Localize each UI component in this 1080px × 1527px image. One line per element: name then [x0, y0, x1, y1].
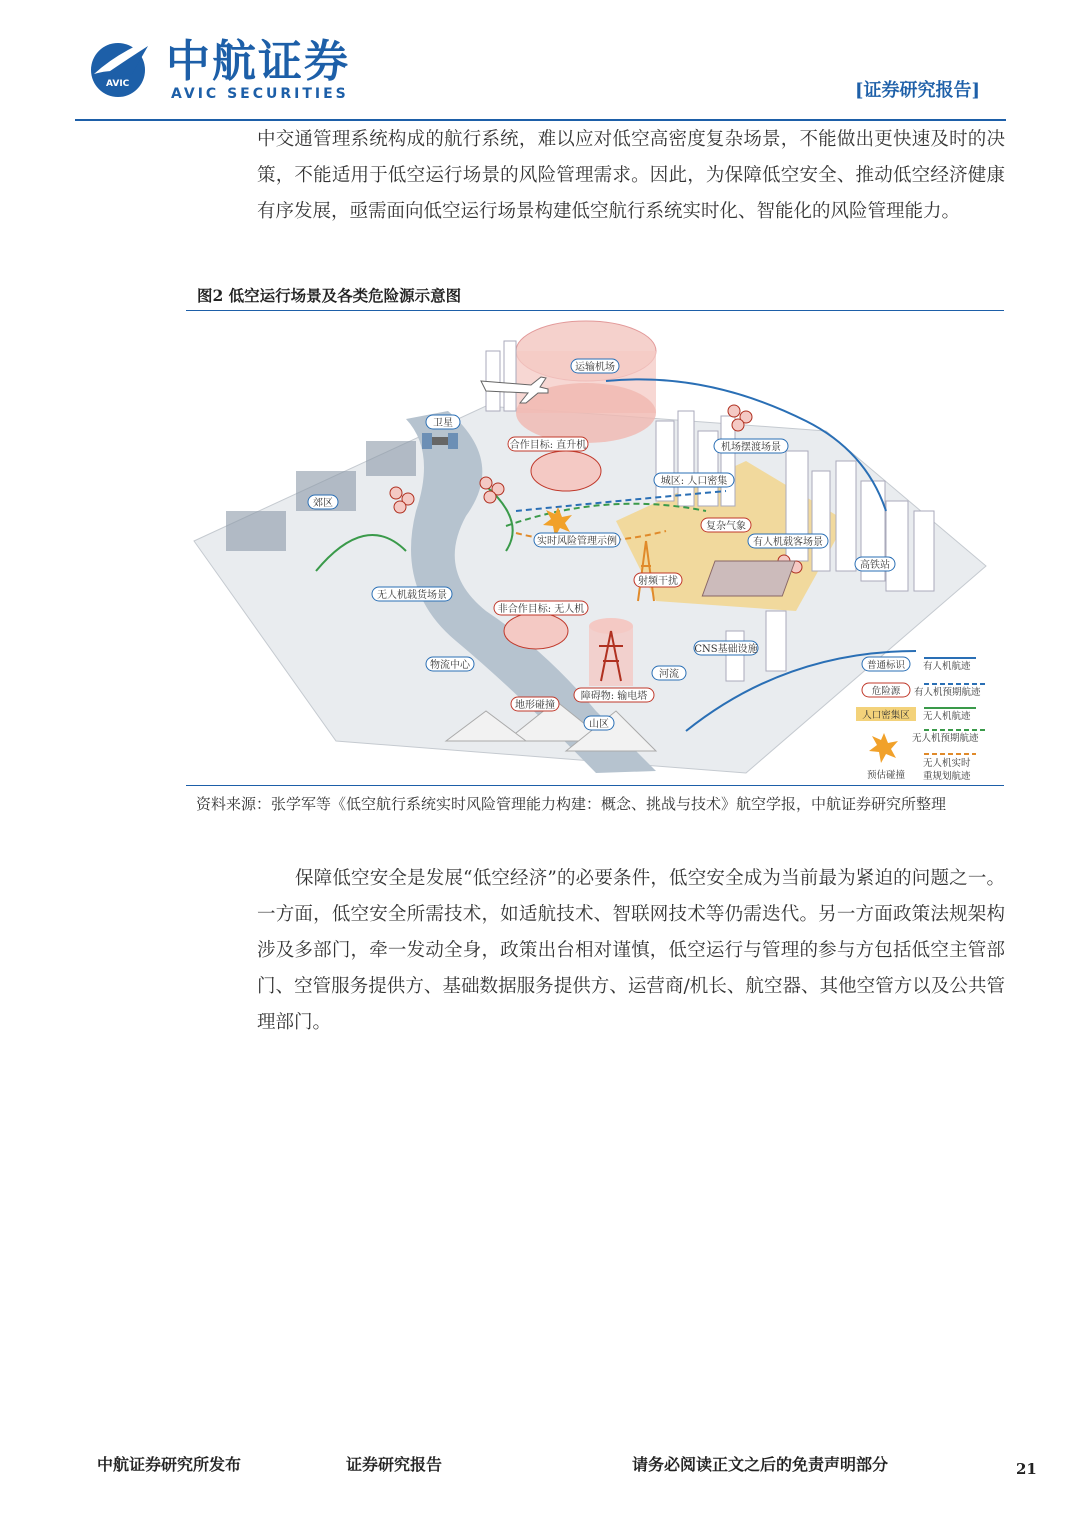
legend-dense-area: 人口密集区: [862, 710, 910, 721]
svg-text:合作目标: 直升机: 合作目标: 直升机: [509, 440, 587, 451]
svg-text:郊区: 郊区: [313, 498, 333, 509]
svg-text:地形碰撞: 地形碰撞: [515, 700, 555, 711]
logo-mark-text: AVIC: [106, 79, 130, 89]
legend-collision-warning: 预估碰撞: [866, 770, 906, 781]
label-manned-passenger: [748, 534, 828, 548]
legend-uav-track: 无人机航迹: [923, 711, 971, 722]
label-city-area: [654, 473, 734, 487]
svg-text:射频干扰: 射频干扰: [638, 576, 678, 587]
svg-text:有人机载客场景: 有人机载客场景: [753, 537, 823, 548]
svg-text:山区: 山区: [589, 719, 609, 730]
svg-text:物流中心: 物流中心: [430, 660, 470, 671]
legend-uav-planned: 无人机预期航迹: [912, 733, 979, 744]
svg-text:机场摆渡场景: 机场摆渡场景: [721, 442, 781, 453]
svg-text:城区: 人口密集: 城区: 人口密集: [660, 476, 728, 487]
svg-text:CNS基础设施: CNS基础设施: [694, 644, 758, 655]
legend-uav-replan-line2: 重规划航迹: [923, 771, 971, 782]
label-rf-interference: [634, 573, 682, 587]
svg-text:障碍物: 输电塔: 障碍物: 输电塔: [580, 691, 648, 702]
figure-title: 图2 低空运行场景及各类危险源示意图: [197, 286, 462, 305]
svg-text:实时风险管理示例: 实时风险管理示例: [537, 536, 617, 547]
figure-source-note: 资料来源：张学军等《低空航行系统实时风险管理能力构建：概念、挑战与技术》航空学报，中航证券研究所整理: [196, 795, 947, 813]
label-airport-shuttle: [714, 439, 788, 453]
footer-disclaimer: 请务必阅读正文之后的免责声明部分: [632, 1455, 889, 1474]
legend-hazard-source: 危险源: [871, 686, 901, 697]
label-uav-cargo: [372, 587, 452, 601]
label-satellite: [426, 415, 460, 429]
svg-text:运输机场: 运输机场: [575, 362, 615, 373]
label-mountain: [584, 716, 614, 730]
label-coop-target: [508, 437, 588, 451]
body-paragraph-1: 中交通管理系统构成的航行系统，难以应对低空高密度复杂场景，不能做出更快速及时的决策，不能适用于低空运行场景的风险管理需求。因此，为保障低空安全、推动低空经济健康有序发展，亟需面向低空运行场景构建低空航行系统实时化、智能化的风险管理能力。: [257, 129, 1005, 222]
label-noncoop-target: [494, 601, 588, 615]
figure-bottom-divider: [186, 785, 1004, 786]
page-number: 21: [1016, 1460, 1037, 1478]
report-tag: [证券研究报告]: [854, 80, 980, 101]
label-obstacle-tower: [574, 688, 654, 702]
label-realtime-risk: [534, 533, 620, 547]
svg-text:高铁站: 高铁站: [860, 560, 890, 571]
label-cns-infra: [694, 641, 758, 655]
label-logistics-center: [426, 657, 474, 671]
label-transport-airport: [571, 359, 619, 373]
figure-legend: [856, 657, 986, 782]
svg-text:无人机载货场景: 无人机载货场景: [377, 590, 447, 601]
label-suburb: [308, 495, 338, 509]
legend-manned-planned: 有人机预期航迹: [914, 687, 981, 698]
svg-text:河流: 河流: [659, 669, 679, 680]
drone-hazard-disc: [504, 613, 568, 649]
hsr-station-shape: [702, 561, 795, 596]
avic-logo-icon: [84, 34, 156, 100]
svg-text:卫星: 卫星: [433, 418, 453, 429]
label-complex-weather: [701, 518, 751, 532]
helicopter-hazard-disc: [531, 451, 601, 491]
brand-name-en: AVIC SECURITIES: [171, 86, 349, 102]
svg-text:复杂气象: 复杂气象: [706, 521, 746, 532]
label-river: [652, 666, 686, 680]
figure-illustration: [186, 311, 1004, 785]
legend-collision-star-icon: [869, 733, 898, 763]
body-paragraph-2: 保障低空安全是发展“低空经济”的必要条件，低空安全成为当前最为紧迫的问题之一。一方面，低空安全所需技术，如适航技术、智联网技术等仍需迭代。另一方面政策法规架构涉及多部门，牵一发动全身，政策出台相对谨慎，低空运行与管理的参与方包括低空主管部门、空管服务提供方、基础数据服务提供方、运营商/机长、航空器、其他空管方以及公共管理部门。: [257, 868, 1005, 1033]
page-header: [0, 0, 1080, 122]
legend-uav-replan-line1: 无人机实时: [923, 758, 971, 769]
footer-publisher: 中航证券研究所发布: [97, 1455, 242, 1474]
brand-name-cn: 中航证券: [166, 36, 350, 87]
svg-text:非合作目标: 无人机: 非合作目标: 无人机: [497, 604, 585, 615]
legend-normal-marker: 普通标识: [866, 660, 906, 671]
label-terrain-collision: [511, 697, 559, 711]
footer-report-type: 证券研究报告: [346, 1455, 443, 1474]
label-hsr-station: [855, 557, 895, 571]
header-divider: [75, 119, 1006, 121]
legend-manned-track: 有人机航迹: [923, 661, 971, 672]
